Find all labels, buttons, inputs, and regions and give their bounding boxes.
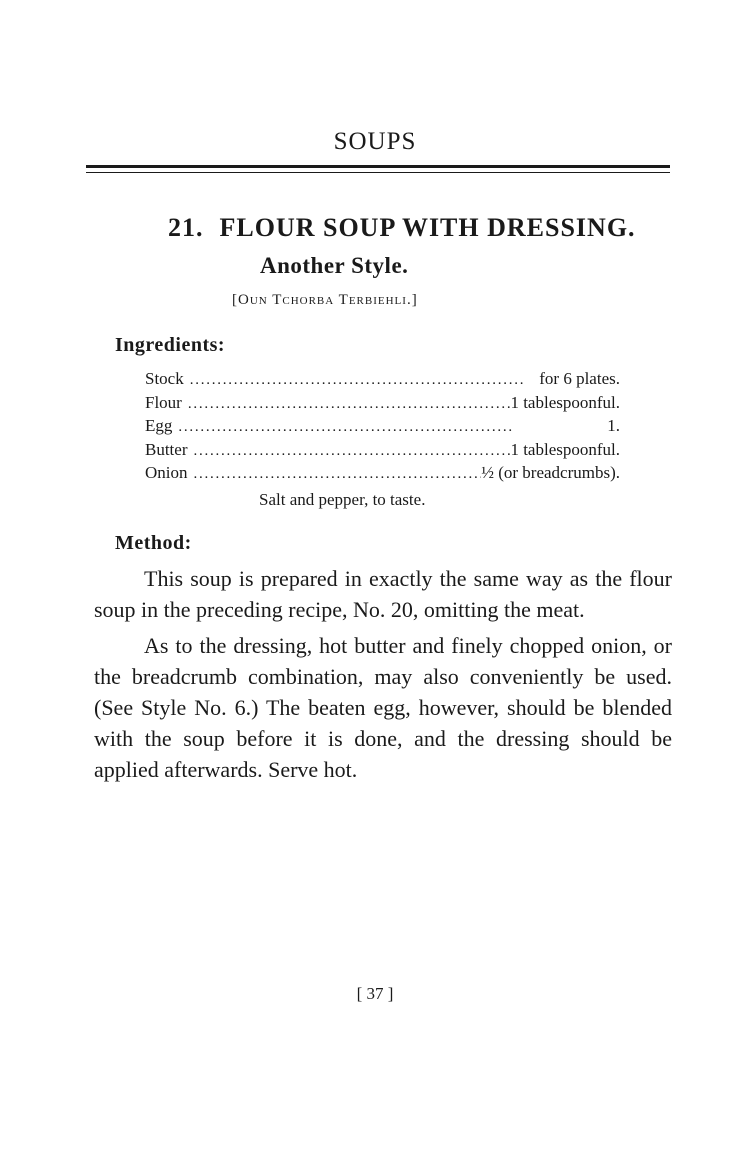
- method-paragraph: This soup is prepared in exactly the same way as the flour soup in the preceding recipe, No. 20, omitting the meat.: [94, 566, 672, 622]
- leader-dots: [188, 396, 511, 413]
- leader-dots: [178, 419, 607, 436]
- ingredient-row: [145, 440, 620, 464]
- ingredient-row: [145, 416, 620, 440]
- page-number: [ 37 ]: [356, 984, 394, 1003]
- ingredient-row: [145, 463, 620, 487]
- ingredients-heading: Ingredients:: [115, 334, 226, 356]
- recipe-native-name: [Oun Tchorba Terbiehli.]: [232, 292, 418, 308]
- running-head: SOUPS: [333, 128, 417, 155]
- ingredient-quantity: ½ (or breadcrumbs).: [481, 463, 620, 482]
- ingredient-name: Butter: [145, 439, 188, 459]
- leader-dots: [190, 372, 540, 389]
- method-heading: Method:: [115, 532, 192, 554]
- ingredient-name: Egg: [145, 416, 173, 435]
- method-paragraph: As to the dressing, hot butter and finely chopped onion, or the breadcrumb combination, may also conveniently be used. (See Style No. 6.) The beaten egg, however, should be blended with the soup before it is done, and the dressing should be applied afterwards. Serve hot.: [94, 633, 672, 782]
- ingredient-name: Onion: [145, 463, 188, 482]
- recipe-subtitle: Another Style.: [260, 253, 409, 278]
- seasoning-note: Salt and pepper, to taste.: [259, 490, 426, 509]
- ingredient-name: Flour: [145, 392, 182, 412]
- ingredient-row: [145, 369, 620, 393]
- ingredient-name: Stock: [145, 369, 184, 388]
- recipe-title-text: FLOUR SOUP WITH DRESSING.: [219, 213, 636, 242]
- ingredient-quantity: 1 tablespoonful.: [510, 392, 620, 412]
- leader-dots: [194, 466, 482, 483]
- header-rule-thin: [86, 172, 670, 173]
- ingredient-quantity: 1.: [607, 416, 620, 435]
- recipe-title: [168, 213, 678, 243]
- header-rule-thick: [86, 165, 670, 168]
- recipe-number: 21.: [168, 213, 204, 242]
- ingredient-quantity: for 6 plates.: [539, 369, 620, 388]
- ingredient-row: [145, 393, 620, 417]
- ingredients-list: [145, 369, 620, 487]
- leader-dots: [194, 443, 511, 460]
- method-body: [94, 563, 672, 790]
- ingredient-quantity: 1 tablespoonful.: [510, 439, 620, 459]
